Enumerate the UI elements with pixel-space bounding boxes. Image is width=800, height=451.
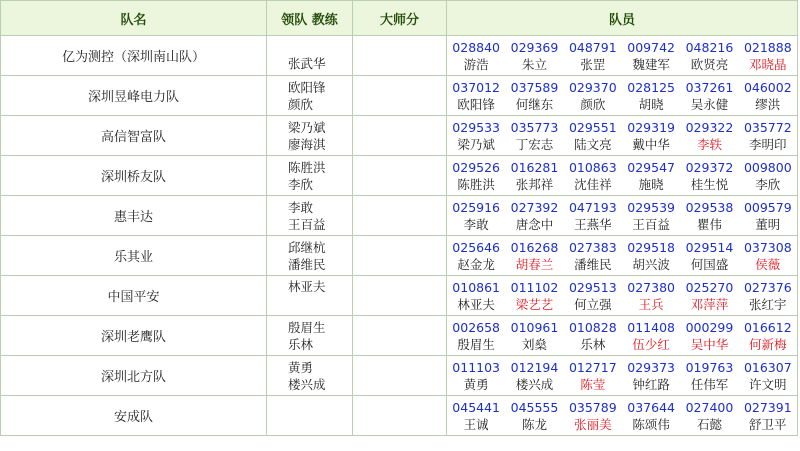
player-id: 009579 (743, 200, 792, 215)
players-grid (447, 359, 797, 393)
team-leaders (267, 156, 353, 196)
player-entry (564, 119, 622, 153)
player-name: 梁乃斌 (457, 137, 495, 152)
player-id: 012194 (510, 360, 559, 375)
player-id: 046002 (743, 80, 792, 95)
master-points-cell (353, 116, 447, 156)
players-cell (447, 316, 798, 356)
players-cell (447, 396, 798, 436)
master-points-cell (353, 76, 447, 116)
player-name: 黄勇 (463, 377, 489, 392)
player-name: 朱立 (521, 57, 547, 72)
player-id: 012717 (568, 360, 617, 375)
header-players: 队员 (447, 1, 798, 36)
leader-name: 林亚夫 (288, 279, 326, 294)
player-id: 037012 (452, 80, 501, 95)
team-row (1, 316, 798, 356)
player-entry (505, 399, 563, 433)
player-entry (622, 39, 680, 73)
player-id: 016612 (743, 320, 792, 335)
player-entry (447, 159, 505, 193)
player-id: 029526 (452, 160, 501, 175)
player-entry (739, 159, 797, 193)
player-id: 029518 (627, 240, 675, 255)
team-name: 深圳北方队 (1, 356, 267, 396)
master-points-cell (353, 316, 447, 356)
player-name: 桂生悦 (690, 177, 729, 192)
player-id: 035773 (510, 120, 559, 135)
header-leaders: 领队 教练 (267, 1, 353, 36)
player-entry (505, 39, 563, 73)
master-points-cell (353, 356, 447, 396)
player-name: 缪洪 (755, 97, 781, 112)
team-leaders (267, 116, 353, 156)
player-entry (680, 199, 738, 233)
players-grid (447, 79, 797, 113)
player-id: 019763 (685, 360, 734, 375)
master-points-cell (353, 276, 447, 316)
team-leaders (267, 36, 353, 76)
player-id: 029538 (685, 200, 734, 215)
leader-name: 张武华 (288, 56, 326, 71)
player-id: 027400 (685, 400, 734, 415)
player-entry (622, 79, 680, 113)
player-name: 潘维民 (574, 257, 612, 272)
player-entry (564, 199, 622, 233)
player-id: 016268 (510, 240, 559, 255)
team-row (1, 356, 798, 396)
player-name: 何国盛 (690, 257, 729, 272)
player-id: 011102 (510, 280, 559, 295)
player-name: 陈颂伟 (632, 417, 670, 432)
player-id: 000299 (685, 320, 734, 335)
team-name: 中国平安 (1, 276, 267, 316)
leader-name: 梁乃斌 (288, 119, 326, 135)
player-entry (739, 199, 797, 233)
player-entry (622, 399, 680, 433)
team-leaders (267, 236, 353, 276)
player-name: 陆文亮 (574, 137, 612, 152)
players-cell (447, 156, 798, 196)
leader-name: 王百益 (288, 216, 326, 232)
player-name: 欧贤亮 (690, 57, 729, 72)
player-entry (622, 119, 680, 153)
team-name: 安成队 (1, 396, 267, 436)
player-id: 037308 (743, 240, 792, 255)
roster-body (1, 36, 798, 436)
player-entry (447, 239, 505, 273)
players-grid (447, 319, 797, 353)
team-name: 高信智富队 (1, 116, 267, 156)
players-cell (447, 116, 798, 156)
player-name: 邓晓晶 (749, 57, 787, 72)
player-entry (739, 279, 797, 313)
player-id: 011103 (452, 360, 501, 375)
player-entry (447, 359, 505, 393)
leader-name: 邱继杭 (288, 239, 326, 255)
player-id: 028840 (452, 40, 501, 55)
player-name: 施晓 (638, 177, 664, 192)
player-entry (622, 359, 680, 393)
player-name: 吴永健 (690, 97, 729, 112)
player-id: 027380 (627, 280, 675, 295)
player-entry (447, 119, 505, 153)
team-name: 亿为测控（深圳南山队） (1, 36, 267, 76)
master-points-cell (353, 196, 447, 236)
team-row (1, 36, 798, 76)
players-cell (447, 196, 798, 236)
team-leaders (267, 196, 353, 236)
player-name: 林亚夫 (457, 297, 495, 312)
header-row (1, 1, 798, 36)
team-row (1, 396, 798, 436)
player-name: 陈龙 (521, 417, 547, 432)
player-entry (739, 39, 797, 73)
master-points-cell (353, 156, 447, 196)
players-grid (447, 39, 797, 73)
player-id: 029551 (568, 120, 617, 135)
player-id: 002658 (452, 320, 501, 335)
player-id: 029513 (568, 280, 617, 295)
player-name: 钟红路 (632, 377, 670, 392)
player-name: 陈胜洪 (457, 177, 495, 192)
team-name: 深圳昱峰电力队 (1, 76, 267, 116)
player-name: 李欣 (755, 177, 781, 192)
player-id: 027383 (568, 240, 617, 255)
player-name: 魏建军 (632, 57, 670, 72)
player-id: 027391 (743, 400, 792, 415)
player-name: 张罡 (580, 57, 606, 72)
header-master-points: 大师分 (353, 1, 447, 36)
player-id: 029369 (510, 40, 559, 55)
team-row (1, 276, 798, 316)
player-entry (564, 359, 622, 393)
player-id: 048216 (685, 40, 734, 55)
player-name: 游浩 (463, 57, 489, 72)
team-leaders (267, 316, 353, 356)
players-grid (447, 199, 797, 233)
player-entry (739, 319, 797, 353)
player-entry (680, 319, 738, 353)
player-entry (447, 79, 505, 113)
player-id: 029547 (627, 160, 675, 175)
player-id: 029533 (452, 120, 501, 135)
player-name: 伍少红 (632, 337, 670, 352)
player-id: 029319 (627, 120, 675, 135)
player-name: 李轶 (696, 137, 722, 152)
master-points-cell (353, 36, 447, 76)
player-id: 025270 (685, 280, 734, 295)
player-name: 唐念中 (515, 217, 554, 232)
players-grid (447, 399, 797, 433)
player-id: 029539 (627, 200, 675, 215)
player-entry (505, 319, 563, 353)
player-name: 王兵 (638, 297, 664, 312)
player-id: 025916 (452, 200, 501, 215)
player-id: 045555 (510, 400, 559, 415)
player-entry (447, 319, 505, 353)
player-id: 010861 (452, 280, 501, 295)
player-entry (505, 239, 563, 273)
team-row (1, 236, 798, 276)
team-name: 深圳老鹰队 (1, 316, 267, 356)
player-name: 楼兴成 (515, 377, 554, 392)
player-entry (680, 279, 738, 313)
team-row (1, 116, 798, 156)
leader-name: 陈胜洪 (288, 159, 326, 175)
players-grid (447, 279, 797, 313)
player-entry (680, 119, 738, 153)
player-id: 028125 (627, 80, 675, 95)
player-name: 乐林 (580, 337, 606, 352)
player-name: 董明 (755, 217, 781, 232)
player-id: 025646 (452, 240, 501, 255)
player-name: 欧阳锋 (457, 97, 495, 112)
player-name: 沈佳祥 (574, 177, 612, 192)
header-team: 队名 (1, 1, 267, 36)
player-entry (447, 199, 505, 233)
player-entry (622, 239, 680, 273)
player-id: 029514 (685, 240, 734, 255)
player-name: 任伟军 (690, 377, 729, 392)
player-name: 胡晓 (638, 97, 664, 112)
player-id: 016307 (743, 360, 792, 375)
players-cell (447, 356, 798, 396)
leader-name: 欧阳锋 (288, 79, 326, 95)
players-cell (447, 76, 798, 116)
player-id: 009742 (627, 40, 675, 55)
team-row (1, 196, 798, 236)
player-name: 何立强 (574, 297, 612, 312)
player-name: 何继东 (515, 97, 554, 112)
player-entry (680, 79, 738, 113)
leader-name: 乐林 (288, 336, 314, 352)
player-entry (505, 359, 563, 393)
player-entry (622, 199, 680, 233)
player-name: 张红宇 (749, 297, 787, 312)
player-entry (739, 399, 797, 433)
player-name: 舒卫平 (749, 417, 787, 432)
player-id: 035772 (743, 120, 792, 135)
team-leaders (267, 356, 353, 396)
team-name: 深圳桥友队 (1, 156, 267, 196)
player-entry (564, 279, 622, 313)
player-id: 047193 (568, 200, 617, 215)
player-id: 048791 (568, 40, 617, 55)
player-entry (622, 159, 680, 193)
team-leaders (267, 276, 353, 316)
player-id: 037261 (685, 80, 734, 95)
player-id: 011408 (627, 320, 675, 335)
team-name: 惠丰达 (1, 196, 267, 236)
player-name: 吴中华 (690, 337, 729, 352)
player-name: 李明印 (749, 137, 787, 152)
player-id: 029372 (685, 160, 734, 175)
player-entry (680, 399, 738, 433)
players-cell (447, 236, 798, 276)
team-row (1, 76, 798, 116)
player-name: 邓萍萍 (690, 297, 729, 312)
player-id: 010863 (568, 160, 617, 175)
player-id: 029373 (627, 360, 675, 375)
player-name: 陈莹 (580, 377, 606, 392)
player-name: 梁艺艺 (515, 297, 554, 312)
leader-name: 楼兴成 (288, 376, 326, 392)
player-name: 胡兴波 (632, 257, 670, 272)
player-entry (564, 39, 622, 73)
player-entry (564, 399, 622, 433)
player-entry (739, 119, 797, 153)
player-id: 037589 (510, 80, 559, 95)
player-id: 021888 (743, 40, 792, 55)
leader-name: 黄勇 (288, 359, 314, 375)
leader-name: 殷眉生 (288, 319, 326, 335)
player-entry (680, 39, 738, 73)
player-entry (505, 119, 563, 153)
player-name: 张丽美 (574, 417, 612, 432)
players-cell (447, 36, 798, 76)
player-id: 010961 (510, 320, 559, 335)
player-name: 王百益 (632, 217, 670, 232)
leader-name: 廖海淇 (288, 136, 326, 152)
player-name: 侯薇 (755, 257, 781, 272)
player-name: 张邦祥 (515, 177, 554, 192)
player-id: 027376 (743, 280, 792, 295)
player-entry (564, 79, 622, 113)
player-id: 045441 (452, 400, 501, 415)
players-grid (447, 239, 797, 273)
players-grid (447, 119, 797, 153)
player-entry (505, 159, 563, 193)
player-name: 戴中华 (632, 137, 670, 152)
leader-name: 李敢 (288, 199, 314, 215)
players-grid (447, 159, 797, 193)
player-id: 035789 (568, 400, 617, 415)
player-entry (739, 79, 797, 113)
player-entry (564, 319, 622, 353)
player-name: 王诚 (463, 417, 489, 432)
player-entry (447, 399, 505, 433)
team-row (1, 156, 798, 196)
player-name: 胡春兰 (515, 257, 554, 272)
player-name: 丁宏志 (515, 137, 554, 152)
master-points-cell (353, 396, 447, 436)
players-cell (447, 276, 798, 316)
team-leaders (267, 76, 353, 116)
player-entry (447, 39, 505, 73)
player-entry (505, 199, 563, 233)
player-name: 王燕华 (574, 217, 612, 232)
player-entry (739, 239, 797, 273)
player-entry (680, 159, 738, 193)
leader-name: 李欣 (288, 176, 314, 192)
player-entry (564, 159, 622, 193)
team-leaders (267, 396, 353, 436)
player-id: 009800 (743, 160, 792, 175)
player-entry (564, 239, 622, 273)
leader-name: 颜欣 (288, 96, 314, 112)
leader-name: 潘维民 (288, 256, 326, 272)
player-name: 刘燊 (521, 337, 547, 352)
player-name: 李敢 (463, 217, 489, 232)
player-name: 瞿伟 (696, 217, 722, 232)
player-id: 027392 (510, 200, 559, 215)
player-entry (739, 359, 797, 393)
player-entry (680, 239, 738, 273)
player-name: 赵金龙 (457, 257, 495, 272)
player-id: 010828 (568, 320, 617, 335)
player-id: 037644 (627, 400, 675, 415)
team-name: 乐其业 (1, 236, 267, 276)
player-entry (622, 319, 680, 353)
master-points-cell (353, 236, 447, 276)
player-name: 许文明 (749, 377, 787, 392)
player-name: 何新梅 (749, 337, 787, 352)
player-id: 029370 (568, 80, 617, 95)
player-id: 029322 (685, 120, 734, 135)
player-name: 颜欣 (580, 97, 606, 112)
player-entry (447, 279, 505, 313)
player-id: 016281 (510, 160, 559, 175)
player-entry (680, 359, 738, 393)
player-name: 殷眉生 (457, 337, 495, 352)
player-entry (505, 79, 563, 113)
player-entry (622, 279, 680, 313)
player-entry (505, 279, 563, 313)
player-name: 石懿 (696, 417, 722, 432)
